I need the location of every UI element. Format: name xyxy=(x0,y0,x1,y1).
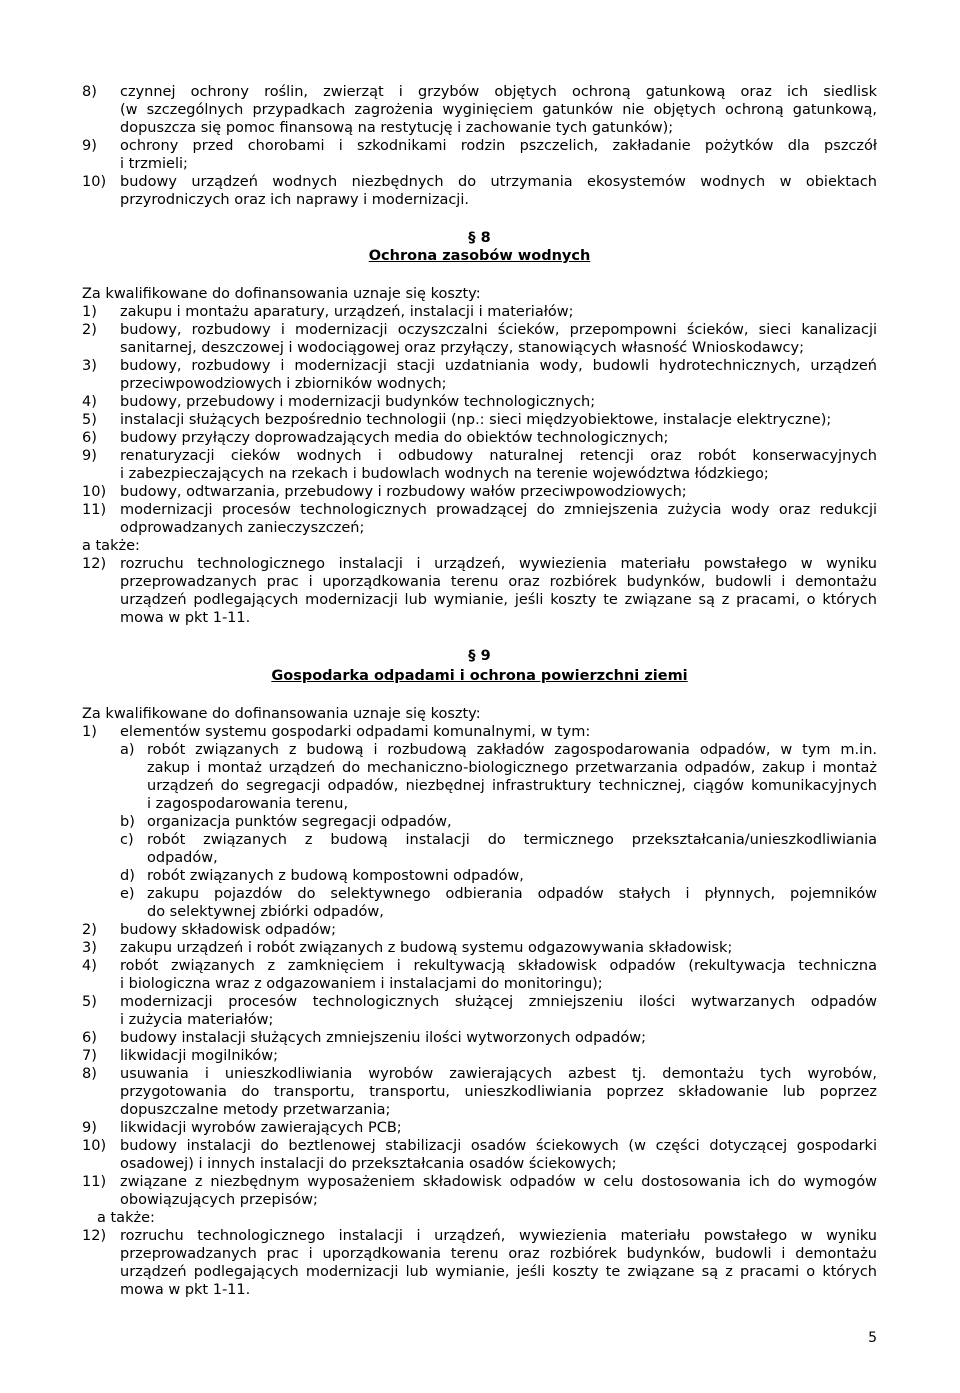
item-text-line: robót związanych z budową instalacji do termicznego przekształcania/unieszkodliwiania xyxy=(147,832,877,848)
item-number: 6) xyxy=(82,1030,97,1046)
item-text-line: zakupu pojazdów do selektywnego odbierania odpadów stałych i płynnych, pojemników xyxy=(147,886,877,902)
subitem-letter: e) xyxy=(120,886,135,902)
list-item xyxy=(82,723,877,921)
item-number: 2) xyxy=(82,322,97,338)
sub-list-item xyxy=(120,867,877,885)
item-text-line: i zużycia materiałów; xyxy=(120,1012,274,1028)
item-text-line: budowy instalacji służących zmniejszeniu ilości wytworzonych odpadów; xyxy=(120,1030,647,1046)
item-number: 1) xyxy=(82,724,97,740)
sub-list-item xyxy=(120,813,877,831)
list-item xyxy=(82,1065,877,1119)
list-item xyxy=(82,939,877,957)
list-item xyxy=(82,993,877,1029)
item-text-line: modernizacji procesów technologicznych prowadzącej do zmniejszenia zużycia wody oraz redukcji xyxy=(120,502,877,518)
item-number: 9) xyxy=(82,1120,97,1136)
item-number: 10) xyxy=(82,174,107,190)
section-number: § 9 xyxy=(468,648,491,664)
item-number: 11) xyxy=(82,1174,107,1190)
item-text-line: zakup i montaż urządzeń do mechaniczno-biologicznego przetwarzania odpadów, zakup i montaż xyxy=(147,760,877,776)
item-text-line: przeprowadzanych prac i uporządkowania terenu oraz rozbiórek budynków, budowli i demontażu xyxy=(120,574,877,590)
item-text-line: przyrodniczych oraz ich naprawy i modernizacji. xyxy=(120,192,469,208)
item-text-line: robót związanych z zamknięciem i rekultywacją składowisk odpadów (rekultywacja techniczna xyxy=(120,958,877,974)
item-text-line: dopuszcza się pomoc finansową na restytucję i zachowanie tych gatunków); xyxy=(120,120,674,136)
item-number: 9) xyxy=(82,448,97,464)
section-title: Ochrona zasobów wodnych xyxy=(368,248,591,264)
item-number: 9) xyxy=(82,138,97,154)
subitem-letter: a) xyxy=(120,742,135,758)
item-text-line: i zabezpieczających na rzekach i budowlach wodnych na terenie województwa łódzkiego; xyxy=(120,466,769,482)
item-text-line: urządzeń do segregacji odpadów, niezbędnej infrastruktury technicznej, ciągów komunikacyjnych xyxy=(147,778,877,794)
item-text-line: ochrony przed chorobami i szkodnikami rodzin pszczelich, zakładanie pożytków dla pszczół xyxy=(120,138,877,154)
item-text-line: elementów systemu gospodarki odpadami komunalnymi, w tym: xyxy=(120,724,591,740)
item-text-line: przygotowania do transportu, transportu, unieszkodliwiania poprzez składowanie lub poprzez xyxy=(120,1084,877,1100)
subitem-letter: c) xyxy=(120,832,134,848)
list-item xyxy=(82,357,877,393)
subitem-letter: b) xyxy=(120,814,135,830)
item-text-line: mowa w pkt 1-11. xyxy=(120,1282,251,1298)
list-item xyxy=(82,393,877,411)
item-text-line: budowy składowisk odpadów; xyxy=(120,922,336,938)
item-text-line: dopuszczalne metody przetwarzania; xyxy=(120,1102,391,1118)
document-body xyxy=(82,83,877,1299)
item-text-line: osadowej) i innych instalacji do przekształcania osadów ściekowych; xyxy=(120,1156,617,1172)
list-item xyxy=(82,137,877,173)
list-item xyxy=(82,1137,877,1173)
item-number: 8) xyxy=(82,84,97,100)
section-lead: Za kwalifikowane do dofinansowania uznaje się koszty: xyxy=(82,286,481,302)
list-item xyxy=(82,321,877,357)
item-text-line: przeciwpowodziowych i zbiorników wodnych; xyxy=(120,376,447,392)
section-8 xyxy=(82,229,877,627)
item-text-line: budowy urządzeń wodnych niezbędnych do utrzymania ekosystemów wodnych w obiektach xyxy=(120,174,877,190)
item-text-line: usuwania i unieszkodliwiania wyrobów zawierających azbest tj. demontażu tych wyrobów, xyxy=(120,1066,877,1082)
item-text-line: obowiązujących przepisów; xyxy=(120,1192,318,1208)
item-number: 8) xyxy=(82,1066,97,1082)
subitem-letter: d) xyxy=(120,868,135,884)
item-text-line: modernizacji procesów technologicznych służącej zmniejszeniu ilości wytwarzanych odpadów xyxy=(120,994,877,1010)
item-number: 7) xyxy=(82,1048,97,1064)
sub-list-item xyxy=(120,885,877,921)
item-text-line: budowy, rozbudowy i modernizacji stacji uzdatniania wody, budowli hydrotechnicznych, urządzeń xyxy=(120,358,877,374)
item-text-line: zakupu urządzeń i robót związanych z budową systemu odgazowywania składowisk; xyxy=(120,940,733,956)
item-number: 10) xyxy=(82,484,107,500)
sub-list-item xyxy=(120,831,877,867)
item-text-line: do selektywnej zbiórki odpadów, xyxy=(147,904,384,920)
list-item xyxy=(82,921,877,939)
item-text-line: czynnej ochrony roślin, zwierząt i grzybów objętych ochroną gatunkową oraz ich siedlisk xyxy=(120,84,877,100)
item-text-line: budowy, odtwarzania, przebudowy i rozbudowy wałów przeciwpowodziowych; xyxy=(120,484,687,500)
item-number: 6) xyxy=(82,430,97,446)
list-item xyxy=(82,429,877,447)
item-number: 4) xyxy=(82,394,97,410)
list-item xyxy=(82,501,877,537)
list-item xyxy=(82,1029,877,1047)
item-text-line: robót związanych z budową kompostowni odpadów, xyxy=(147,868,524,884)
list-item xyxy=(82,83,877,137)
list-item xyxy=(82,411,877,429)
item-text-line: przeprowadzanych prac i uporządkowania terenu oraz rozbiórek budynków, budowli i demontażu xyxy=(120,1246,877,1262)
item-text-line: rozruchu technologicznego instalacji i urządzeń, wywiezienia materiału powstałego w wyniku xyxy=(120,1228,877,1244)
item-number: 1) xyxy=(82,304,97,320)
item-text-line: budowy, przebudowy i modernizacji budynków technologicznych; xyxy=(120,394,596,410)
list-item xyxy=(82,957,877,993)
item-text-line: i trzmieli; xyxy=(120,156,188,172)
item-text-line: zakupu i montażu aparatury, urządzeń, instalacji i materiałów; xyxy=(120,304,574,320)
item-text-line: związane z niezbędnym wyposażeniem składowisk odpadów w celu dostosowania ich do wymogów xyxy=(120,1174,877,1190)
item-text-line: budowy instalacji do beztlenowej stabilizacji osadów ściekowych (w części dotyczącej gospodarki xyxy=(120,1138,877,1154)
item-text-line: odpadów, xyxy=(147,850,218,866)
item-text-line: urządzeń podlegających modernizacji lub wymianie, jeśli koszty te związane są z pracami, o których xyxy=(120,592,877,608)
list-item xyxy=(82,447,877,483)
item-number: 4) xyxy=(82,958,97,974)
item-text-line: i biologiczna wraz z odgazowaniem i instalacjami do monitoringu); xyxy=(120,976,603,992)
item-text-line: budowy, rozbudowy i modernizacji oczyszczalni ścieków, przepompowni ścieków, sieci kanalizacji xyxy=(120,322,877,338)
item-text-line: (w szczególnych przypadkach zagrożenia wyginięciem gatunków nie objętych ochroną gatunkową, xyxy=(120,102,877,118)
page-number: 5 xyxy=(868,1330,877,1346)
list-item xyxy=(82,173,877,209)
item-number: 10) xyxy=(82,1138,107,1154)
item-number: 2) xyxy=(82,922,97,938)
item-number: 12) xyxy=(82,1228,107,1244)
item-number: 5) xyxy=(82,994,97,1010)
item-number: 11) xyxy=(82,502,107,518)
list-item xyxy=(82,483,877,501)
item-text-line: budowy przyłączy doprowadzających media do obiektów technologicznych; xyxy=(120,430,669,446)
list-item xyxy=(82,1119,877,1137)
item-text-line: likwidacji mogilników; xyxy=(120,1048,279,1064)
list-item xyxy=(82,1227,877,1299)
item-text-line: instalacji służących bezpośrednio technologii (np.: sieci międzyobiektowe, instalacje elektryczne); xyxy=(120,412,832,428)
list-item xyxy=(82,303,877,321)
item-text-line: odprowadzanych zanieczyszczeń; xyxy=(120,520,365,536)
section-lead: Za kwalifikowane do dofinansowania uznaje się koszty: xyxy=(82,706,481,722)
list-item xyxy=(82,555,877,627)
item-number: 5) xyxy=(82,412,97,428)
item-text-line: i zagospodarowania terenu, xyxy=(147,796,349,812)
item-text-line: mowa w pkt 1-11. xyxy=(120,610,251,626)
sub-list-item xyxy=(120,741,877,813)
item-text-line: rozruchu technologicznego instalacji i urządzeń, wywiezienia materiału powstałego w wyniku xyxy=(120,556,877,572)
item-text-line: organizacja punktów segregacji odpadów, xyxy=(147,814,452,830)
also-label: a także: xyxy=(97,1210,155,1226)
section-9 xyxy=(82,647,877,1299)
item-text-line: urządzeń podlegających modernizacji lub wymianie, jeśli koszty te związane są z pracami o których xyxy=(120,1264,877,1280)
section-number: § 8 xyxy=(468,230,491,246)
item-text-line: renaturyzacji cieków wodnych i odbudowy naturalnej retencji oraz robót konserwacyjnych xyxy=(120,448,877,464)
section-title: Gospodarka odpadami i ochrona powierzchni ziemi xyxy=(271,668,688,684)
also-label: a także: xyxy=(82,538,140,554)
item-text-line: sanitarnej, deszczowej i wodociągowej oraz przyłączy, stanowiących własność Wnioskodawcy; xyxy=(120,340,804,356)
item-number: 3) xyxy=(82,358,97,374)
list-item xyxy=(82,1047,877,1065)
item-number: 12) xyxy=(82,556,107,572)
item-text-line: robót związanych z budową i rozbudową zakładów zagospodarowania odpadów, w tym m.in. xyxy=(147,742,877,758)
list-item xyxy=(82,1173,877,1209)
item-number: 3) xyxy=(82,940,97,956)
item-text-line: likwidacji wyrobów zawierających PCB; xyxy=(120,1120,402,1136)
